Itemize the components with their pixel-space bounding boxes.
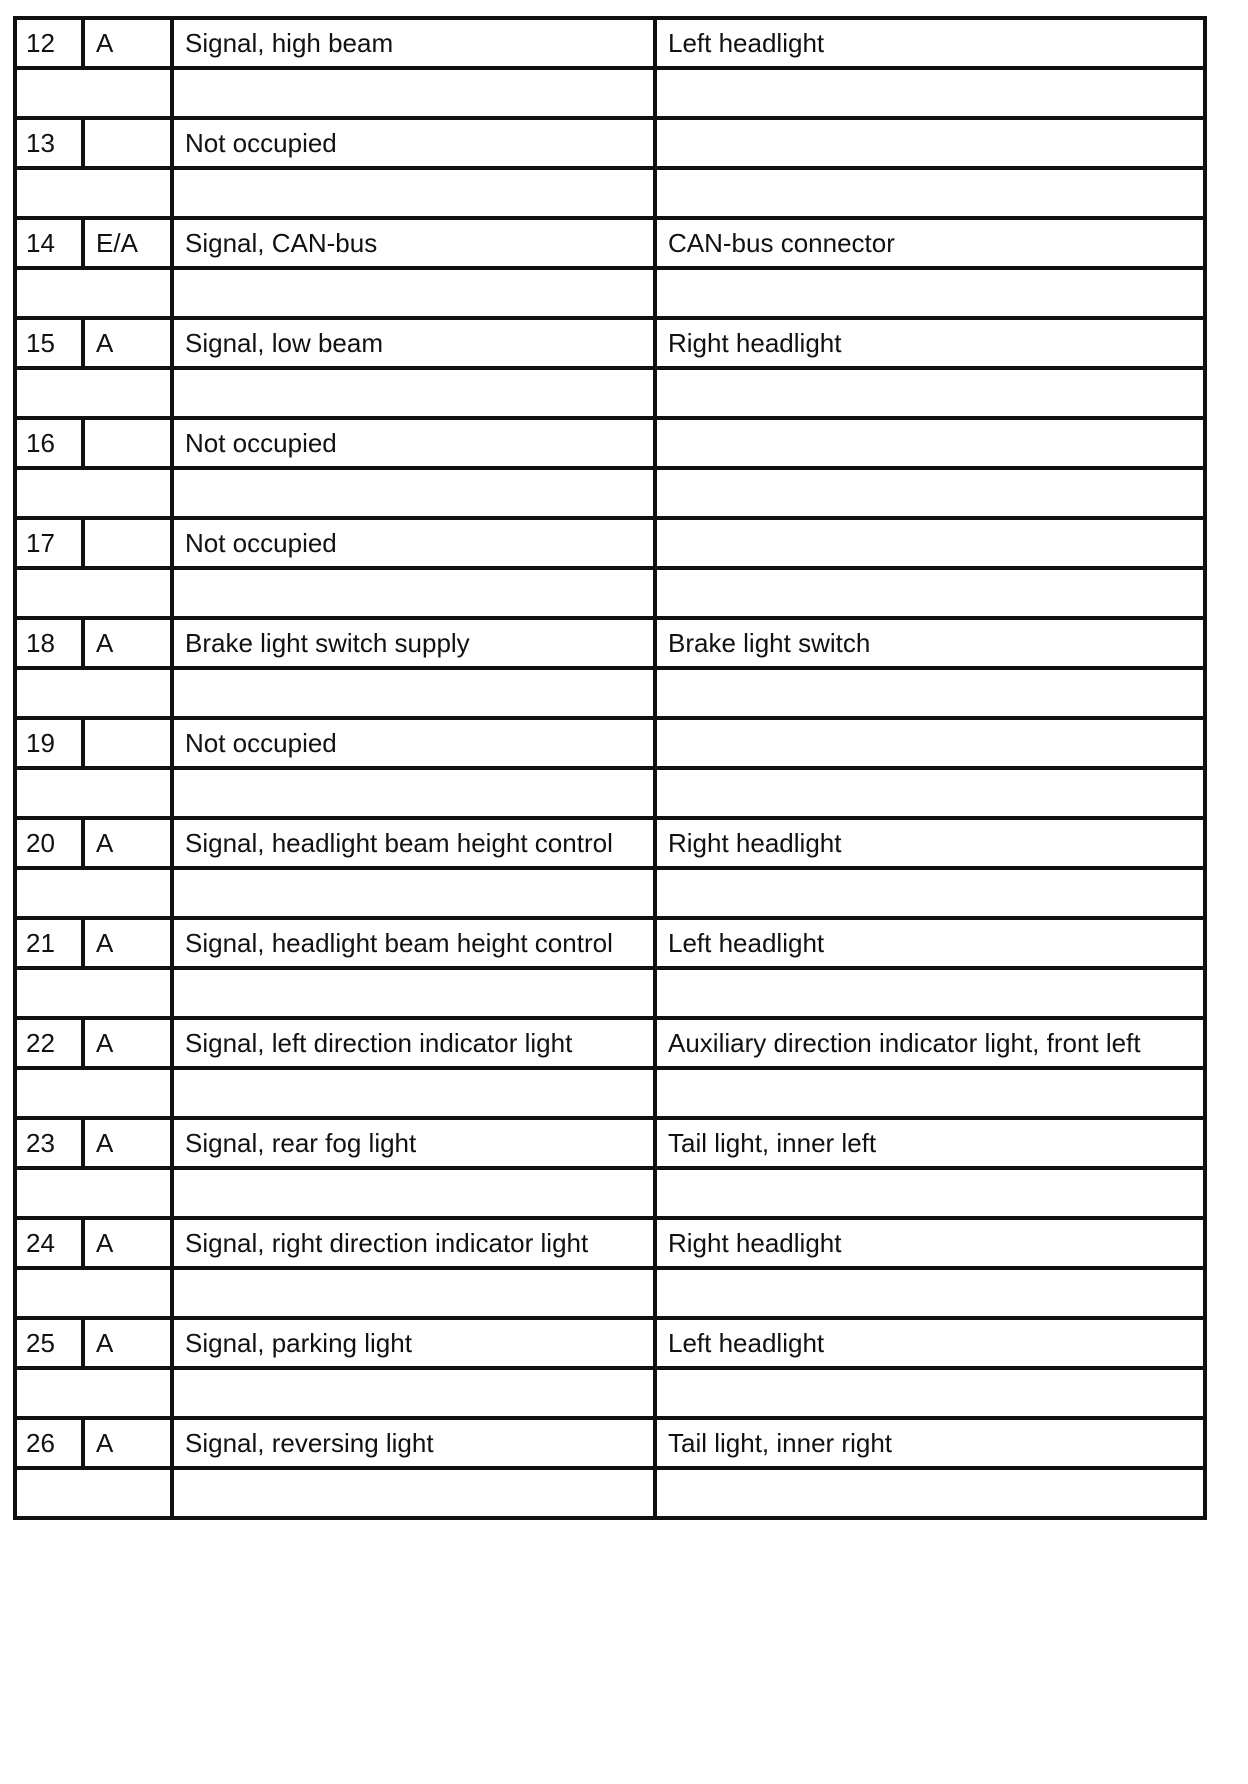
table-row bbox=[15, 1218, 1205, 1268]
spacer-cell bbox=[15, 1068, 172, 1118]
signal-direction-cell bbox=[83, 718, 172, 768]
table-row bbox=[15, 518, 1205, 568]
connected-component-cell bbox=[655, 518, 1205, 568]
table-row bbox=[15, 1118, 1205, 1168]
signal-direction-cell: A bbox=[83, 918, 172, 968]
connected-component-cell: Tail light, inner right bbox=[655, 1418, 1205, 1468]
spacer-row bbox=[15, 668, 1205, 718]
spacer-cell bbox=[655, 568, 1205, 618]
connected-component-cell bbox=[655, 418, 1205, 468]
spacer-cell bbox=[172, 768, 655, 818]
spacer-cell bbox=[655, 1268, 1205, 1318]
spacer-row bbox=[15, 1468, 1205, 1518]
pin-number-cell: 18 bbox=[15, 618, 83, 668]
table-row bbox=[15, 118, 1205, 168]
spacer-cell bbox=[172, 568, 655, 618]
spacer-cell bbox=[15, 368, 172, 418]
table-row bbox=[15, 218, 1205, 268]
pin-number-cell: 13 bbox=[15, 118, 83, 168]
signal-function-cell: Signal, high beam bbox=[172, 18, 655, 68]
connected-component-cell bbox=[655, 118, 1205, 168]
spacer-cell bbox=[15, 268, 172, 318]
table-row bbox=[15, 318, 1205, 368]
spacer-cell bbox=[172, 868, 655, 918]
spacer-row bbox=[15, 968, 1205, 1018]
spacer-cell bbox=[15, 568, 172, 618]
pin-number-cell: 15 bbox=[15, 318, 83, 368]
signal-function-cell: Signal, left direction indicator light bbox=[172, 1018, 655, 1068]
spacer-cell bbox=[172, 68, 655, 118]
spacer-cell bbox=[15, 68, 172, 118]
spacer-cell bbox=[15, 868, 172, 918]
table-row bbox=[15, 1318, 1205, 1368]
pin-number-cell: 12 bbox=[15, 18, 83, 68]
spacer-row bbox=[15, 568, 1205, 618]
connected-component-cell: Left headlight bbox=[655, 1318, 1205, 1368]
signal-function-cell: Signal, right direction indicator light bbox=[172, 1218, 655, 1268]
spacer-row bbox=[15, 268, 1205, 318]
connected-component-cell: Brake light switch bbox=[655, 618, 1205, 668]
spacer-cell bbox=[15, 968, 172, 1018]
signal-direction-cell: A bbox=[83, 818, 172, 868]
spacer-cell bbox=[15, 668, 172, 718]
spacer-cell bbox=[172, 368, 655, 418]
pin-number-cell: 22 bbox=[15, 1018, 83, 1068]
spacer-row bbox=[15, 868, 1205, 918]
spacer-cell bbox=[15, 468, 172, 518]
pin-number-cell: 21 bbox=[15, 918, 83, 968]
spacer-cell bbox=[172, 1468, 655, 1518]
spacer-row bbox=[15, 368, 1205, 418]
spacer-cell bbox=[15, 1168, 172, 1218]
pin-number-cell: 14 bbox=[15, 218, 83, 268]
signal-function-cell: Signal, rear fog light bbox=[172, 1118, 655, 1168]
signal-function-cell: Signal, headlight beam height control bbox=[172, 918, 655, 968]
spacer-cell bbox=[15, 1368, 172, 1418]
signal-direction-cell: A bbox=[83, 1118, 172, 1168]
spacer-cell bbox=[15, 168, 172, 218]
spacer-cell bbox=[655, 68, 1205, 118]
table-row bbox=[15, 718, 1205, 768]
table-row bbox=[15, 618, 1205, 668]
spacer-row bbox=[15, 1168, 1205, 1218]
spacer-cell bbox=[172, 1168, 655, 1218]
pin-number-cell: 16 bbox=[15, 418, 83, 468]
signal-function-cell: Signal, low beam bbox=[172, 318, 655, 368]
table-row bbox=[15, 418, 1205, 468]
signal-direction-cell: A bbox=[83, 318, 172, 368]
signal-direction-cell: A bbox=[83, 18, 172, 68]
pin-number-cell: 23 bbox=[15, 1118, 83, 1168]
pin-number-cell: 26 bbox=[15, 1418, 83, 1468]
signal-function-cell: Signal, parking light bbox=[172, 1318, 655, 1368]
spacer-cell bbox=[172, 168, 655, 218]
signal-direction-cell bbox=[83, 418, 172, 468]
spacer-cell bbox=[655, 168, 1205, 218]
signal-direction-cell: A bbox=[83, 618, 172, 668]
spacer-cell bbox=[172, 268, 655, 318]
spacer-cell bbox=[172, 1068, 655, 1118]
spacer-cell bbox=[15, 768, 172, 818]
spacer-row bbox=[15, 168, 1205, 218]
spacer-cell bbox=[655, 768, 1205, 818]
table-row bbox=[15, 1018, 1205, 1068]
spacer-row bbox=[15, 68, 1205, 118]
connected-component-cell: Right headlight bbox=[655, 318, 1205, 368]
spacer-cell bbox=[15, 1468, 172, 1518]
pin-number-cell: 19 bbox=[15, 718, 83, 768]
spacer-cell bbox=[655, 1468, 1205, 1518]
spacer-cell bbox=[655, 1168, 1205, 1218]
spacer-cell bbox=[655, 668, 1205, 718]
signal-direction-cell: A bbox=[83, 1418, 172, 1468]
connected-component-cell: Auxiliary direction indicator light, front left bbox=[655, 1018, 1205, 1068]
signal-direction-cell: A bbox=[83, 1218, 172, 1268]
spacer-cell bbox=[655, 268, 1205, 318]
signal-direction-cell: E/A bbox=[83, 218, 172, 268]
table-body bbox=[15, 18, 1205, 1518]
signal-function-cell: Brake light switch supply bbox=[172, 618, 655, 668]
spacer-cell bbox=[655, 1368, 1205, 1418]
signal-function-cell: Not occupied bbox=[172, 118, 655, 168]
spacer-row bbox=[15, 1068, 1205, 1118]
spacer-cell bbox=[15, 1268, 172, 1318]
spacer-row bbox=[15, 1368, 1205, 1418]
connected-component-cell: CAN-bus connector bbox=[655, 218, 1205, 268]
spacer-cell bbox=[655, 868, 1205, 918]
signal-function-cell: Signal, CAN-bus bbox=[172, 218, 655, 268]
spacer-cell bbox=[172, 968, 655, 1018]
spacer-cell bbox=[655, 968, 1205, 1018]
pin-number-cell: 25 bbox=[15, 1318, 83, 1368]
signal-direction-cell bbox=[83, 118, 172, 168]
spacer-cell bbox=[172, 1268, 655, 1318]
spacer-cell bbox=[172, 668, 655, 718]
signal-function-cell: Signal, headlight beam height control bbox=[172, 818, 655, 868]
spacer-row bbox=[15, 468, 1205, 518]
signal-direction-cell: A bbox=[83, 1318, 172, 1368]
spacer-row bbox=[15, 768, 1205, 818]
connected-component-cell: Left headlight bbox=[655, 18, 1205, 68]
signal-function-cell: Signal, reversing light bbox=[172, 1418, 655, 1468]
connected-component-cell: Left headlight bbox=[655, 918, 1205, 968]
signal-direction-cell: A bbox=[83, 1018, 172, 1068]
connected-component-cell: Right headlight bbox=[655, 818, 1205, 868]
table-row bbox=[15, 818, 1205, 868]
table-row bbox=[15, 18, 1205, 68]
connected-component-cell: Right headlight bbox=[655, 1218, 1205, 1268]
pin-number-cell: 17 bbox=[15, 518, 83, 568]
spacer-cell bbox=[655, 368, 1205, 418]
connected-component-cell bbox=[655, 718, 1205, 768]
signal-function-cell: Not occupied bbox=[172, 718, 655, 768]
signal-function-cell: Not occupied bbox=[172, 418, 655, 468]
signal-function-cell: Not occupied bbox=[172, 518, 655, 568]
table-row bbox=[15, 918, 1205, 968]
connected-component-cell: Tail light, inner left bbox=[655, 1118, 1205, 1168]
spacer-cell bbox=[172, 1368, 655, 1418]
spacer-cell bbox=[655, 468, 1205, 518]
pin-number-cell: 20 bbox=[15, 818, 83, 868]
table-row bbox=[15, 1418, 1205, 1468]
spacer-cell bbox=[655, 1068, 1205, 1118]
spacer-cell bbox=[172, 468, 655, 518]
pin-assignment-table bbox=[13, 16, 1207, 1520]
signal-direction-cell bbox=[83, 518, 172, 568]
pin-number-cell: 24 bbox=[15, 1218, 83, 1268]
spacer-row bbox=[15, 1268, 1205, 1318]
